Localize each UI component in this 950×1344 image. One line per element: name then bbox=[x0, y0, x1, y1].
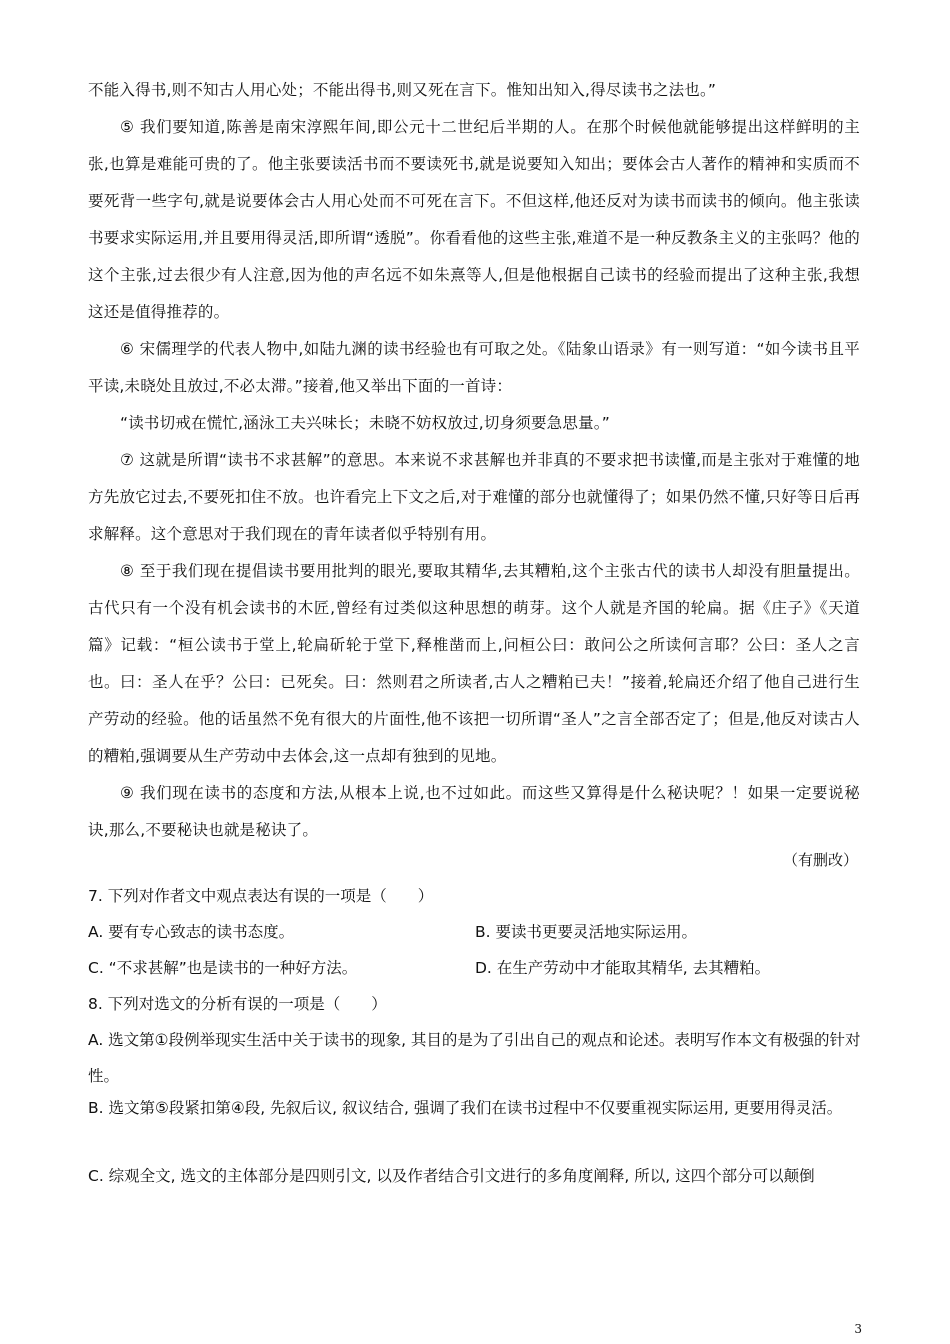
question-7-option-d: D. 在生产劳动中才能取其精华, 去其糟粕。 bbox=[475, 959, 771, 977]
paragraph-9: ⑨ 我们现在读书的态度和方法,从根本上说,也不过如此。而这些又算得是什么秘诀呢？！如果一定要说秘诀,那么,不要秘诀也就是秘诀了。 bbox=[88, 784, 860, 839]
question-8-option-b: B. 选文第⑤段紧扣第④段, 先叙后议, 叙议结合, 强调了我们在读书过程中不仅要重视实际运用, 更要用得灵活。 bbox=[88, 1099, 843, 1117]
poem-quote: “读书切戒在慌忙,涵泳工夫兴味长；未晓不妨权放过,切身须要急思量。” bbox=[120, 414, 610, 432]
source-note: （有删改） bbox=[782, 851, 858, 869]
question-8-option-a: A. 选文第①段例举现实生活中关于读书的现象, 其目的是为了引出自己的观点和论述。表明写作本文有极强的针对性。 bbox=[88, 1031, 861, 1085]
question-7-option-c: C. “不求甚解”也是读书的一种好方法。 bbox=[88, 959, 358, 977]
paragraph-6: ⑥ 宋儒理学的代表人物中,如陆九渊的读书经验也有可取之处。《陆象山语录》有一则写道：“如今读书且平平读,未晓处且放过,不必太滞。”接着,他又举出下面的一首诗： bbox=[88, 340, 860, 395]
question-7-stem: 7. 下列对作者文中观点表达有误的一项是（ ） bbox=[88, 887, 434, 905]
paragraph-continued: 不能入得书,则不知古人用心处；不能出得书,则又死在言下。惟知出知入,得尽读书之法也。” bbox=[88, 81, 717, 99]
paragraph-5: ⑤ 我们要知道,陈善是南宋淳熙年间,即公元十二世纪后半期的人。在那个时候他就能够提出这样鲜明的主张,也算是难能可贵的了。他主张要读活书而不要读死书,就是说要知入知出；要体会古人著作的精神和实质而不要死背一些字句,就是说要体会古人用心处而不可死在言下。不但这样,他还反对为读书而读书的倾向。他主张读书要求实际运用,并且要用得灵活,即所谓“透脱”。你看看他的这些主张,难道不是一种反教条主义的主张吗？他的这个主张,过去很少有人注意,因为他的声名远不如朱熹等人,但是他根据自己读书的经验而提出了这种主张,我想这还是值得推荐的。 bbox=[88, 118, 860, 321]
question-8-stem: 8. 下列对选文的分析有误的一项是（ ） bbox=[88, 995, 387, 1013]
paragraph-8: ⑧ 至于我们现在提倡读书要用批判的眼光,要取其精华,去其糟粕,这个主张古代的读书人却没有胆量提出。古代只有一个没有机会读书的木匠,曾经有过类似这种思想的萌芽。这个人就是齐国的轮扁。据《庄子》《天道篇》记载：“桓公读书于堂上,轮扁斫轮于堂下,释椎凿而上,问桓公曰：敢问公之所读何言耶？公曰：圣人之言也。曰：圣人在乎？公曰：已死矣。曰：然则君之所读者,古人之糟粕已夫！”接着,轮扁还介绍了他自己进行生产劳动的经验。他的话虽然不免有很大的片面性,他不该把一切所谓“圣人”之言全部否定了；但是,他反对读古人的糟粕,强调要从生产劳动中去体会,这一点却有独到的见地。 bbox=[88, 562, 860, 765]
paragraph-7: ⑦ 这就是所谓“读书不求甚解”的意思。本来说不求甚解也并非真的不要求把书读懂,而是主张对于难懂的地方先放它过去,不要死扣住不放。也许看完上下文之后,对于难懂的部分也就懂得了；如果仍然不懂,只好等日后再求解释。这个意思对于我们现在的青年读者似乎特别有用。 bbox=[88, 451, 860, 543]
page-number: 3 bbox=[854, 1322, 862, 1336]
question-7-option-b: B. 要读书更要灵活地实际运用。 bbox=[475, 923, 697, 941]
question-7-option-a: A. 要有专心致志的读书态度。 bbox=[88, 923, 295, 941]
question-8-option-c: C. 综观全文, 选文的主体部分是四则引文, 以及作者结合引文进行的多角度阐释, 所以, 这四个部分可以颠倒 bbox=[88, 1167, 815, 1185]
